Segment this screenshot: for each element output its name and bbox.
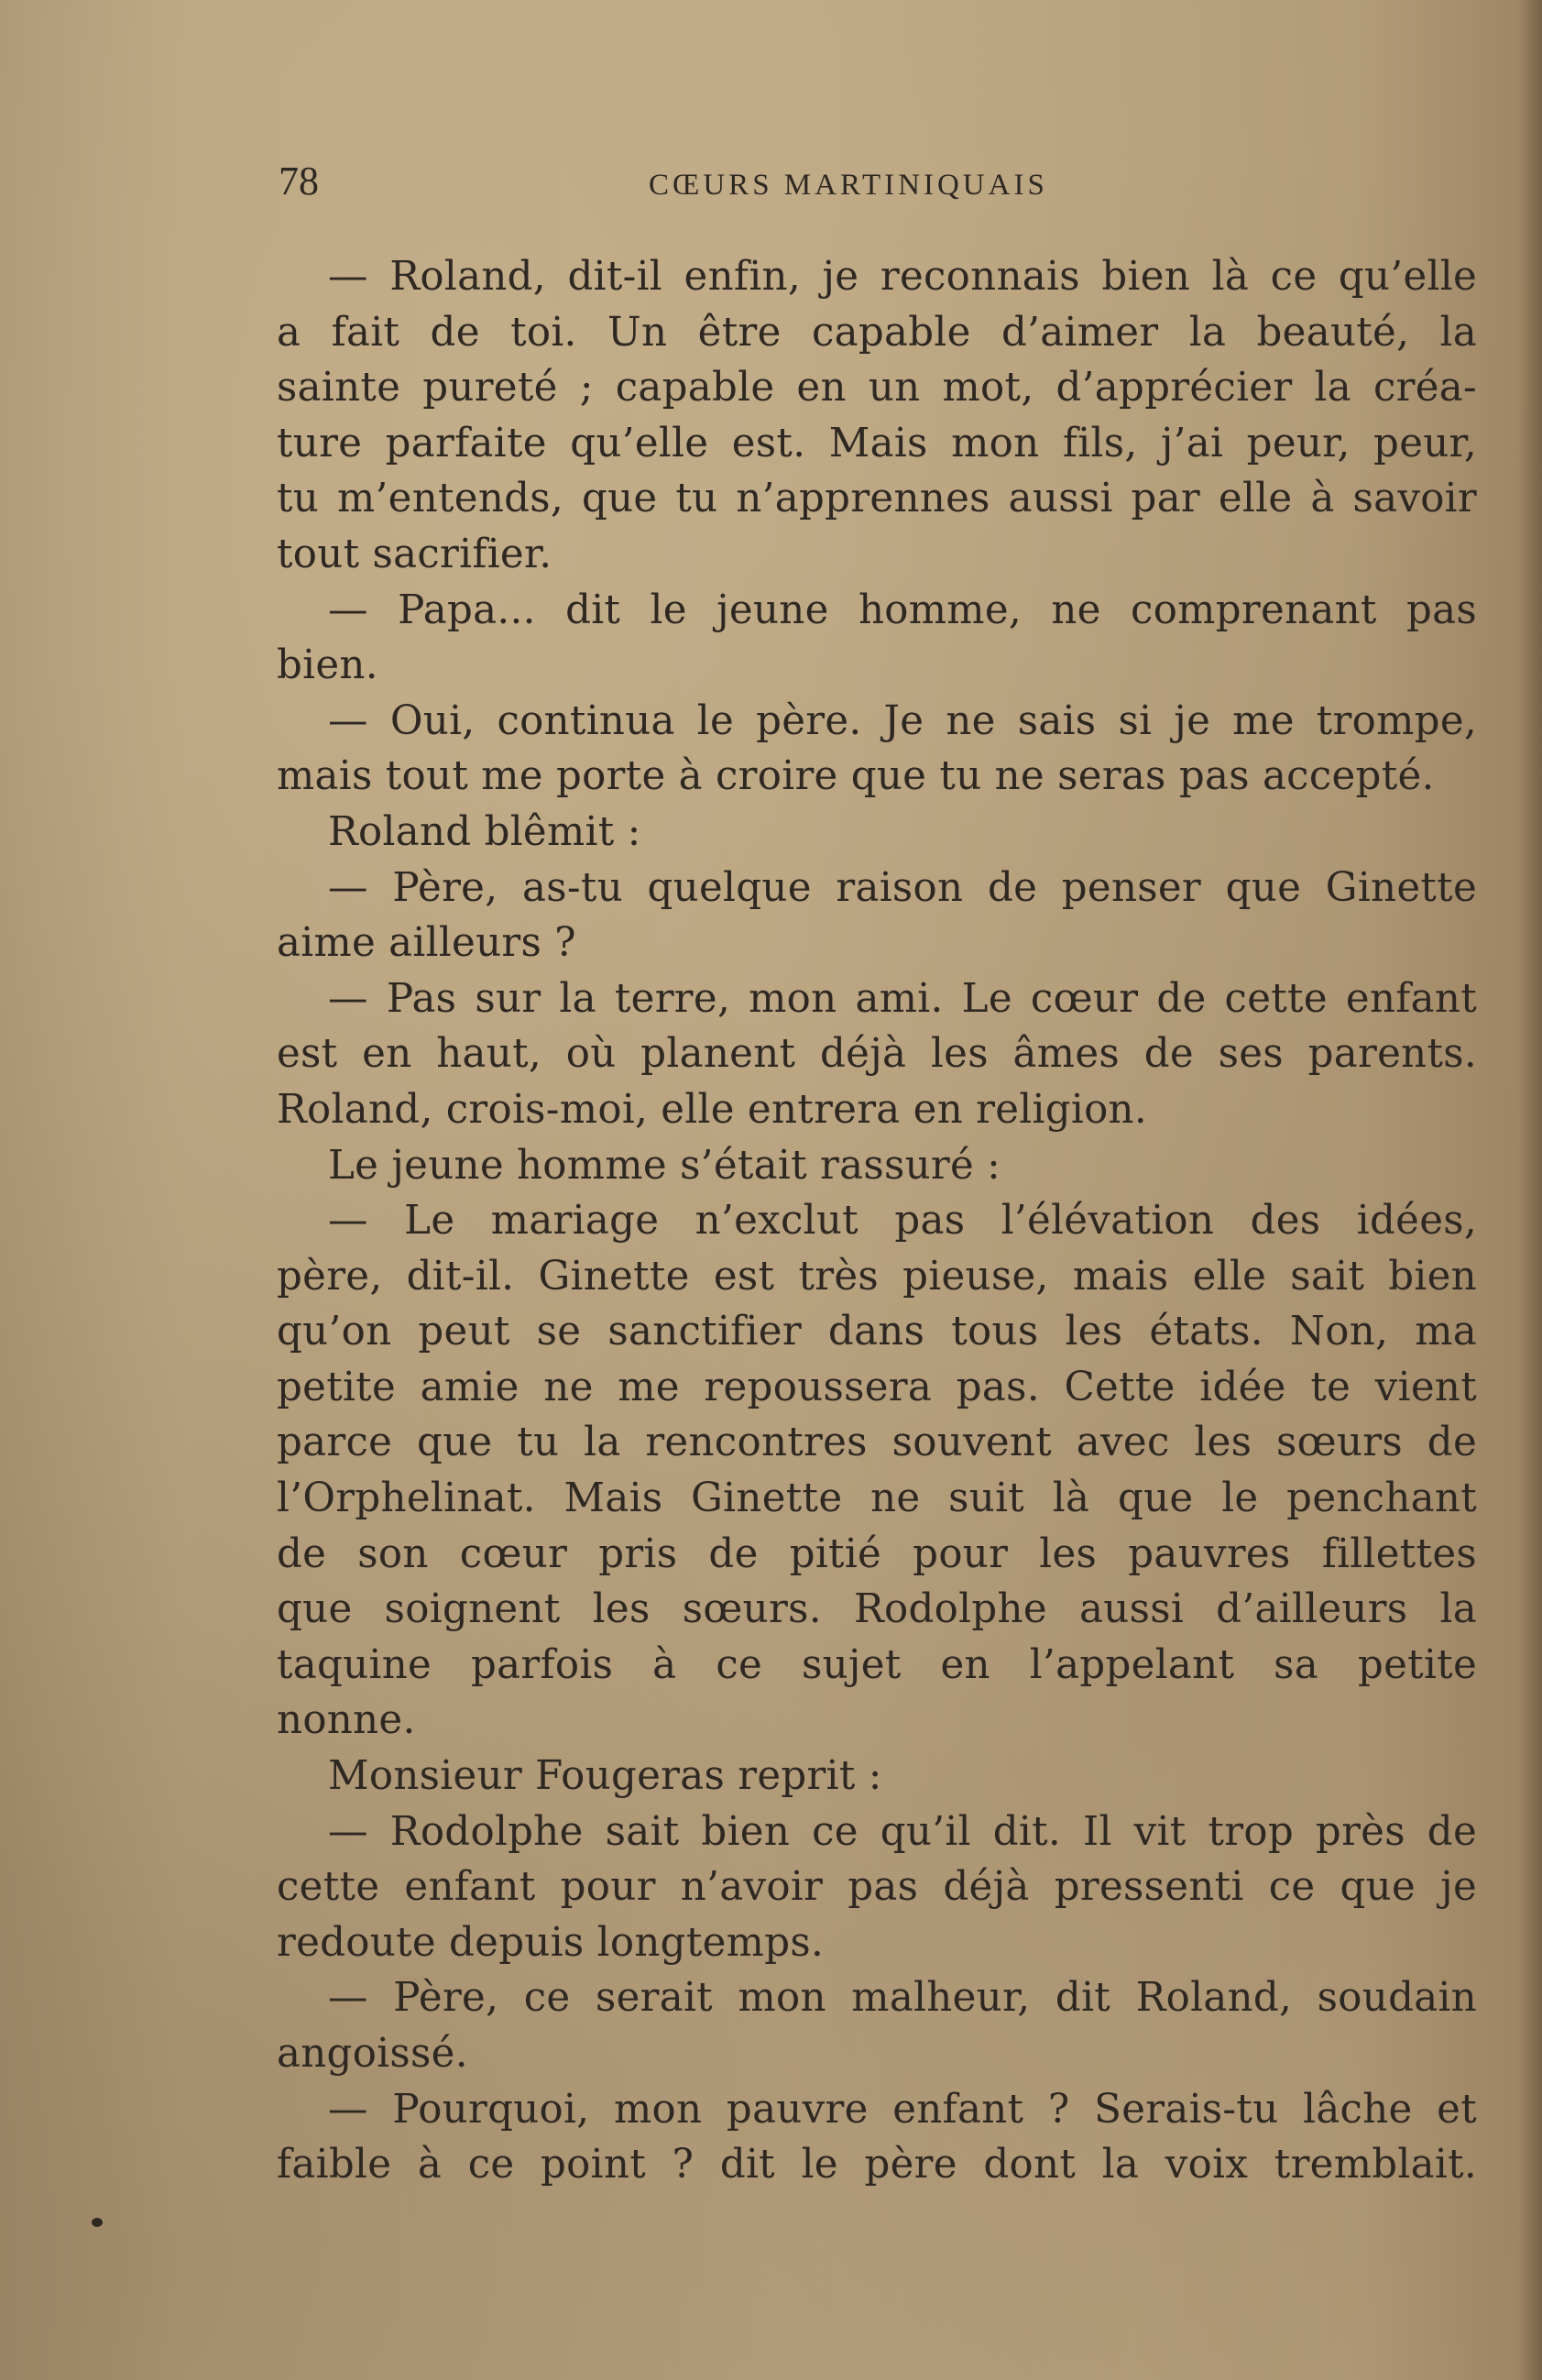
text-line: faible à ce point ? dit le père dont la voix tremblait. (277, 2142, 1477, 2188)
text-line: a fait de toi. Un être capable d’aimer la beauté, la (277, 309, 1477, 356)
page-number: 78 (279, 159, 319, 203)
text-line: l’Orphelinat. Mais Ginette ne suit là que le penchant (277, 1475, 1477, 1522)
text-line: Monsieur Fougeras reprit : (328, 1753, 882, 1800)
text-line: cette enfant pour n’avoir pas déjà pressenti ce que je (277, 1864, 1477, 1911)
text-line: angoissé. (277, 2031, 468, 2077)
text-line: nonne. (277, 1697, 416, 1744)
text-line: mais tout me porte à croire que tu ne seras pas accepté. (277, 753, 1435, 800)
body-text (277, 249, 1477, 2193)
page-edge-shadow (1518, 0, 1542, 2380)
text-line: — Père, as-tu quelque raison de penser que Ginette (328, 864, 1477, 911)
text-line: — Le mariage n’exclut pas l’élévation des idées, (328, 1198, 1477, 1245)
text-line: — Oui, continua le père. Je ne sais si je me trompe, (328, 697, 1477, 744)
text-line: de son cœur pris de pitié pour les pauvres fillettes (277, 1530, 1477, 1577)
text-line: est en haut, où planent déjà les âmes de ses parents. (277, 1031, 1477, 1078)
text-line: aime ailleurs ? (277, 920, 576, 967)
text-line: redoute depuis longtemps. (277, 1919, 825, 1966)
ink-speck (92, 2218, 103, 2227)
running-title: CŒURS MARTINIQUAIS (649, 169, 1048, 202)
text-line: tout sacrifier. (277, 531, 552, 577)
text-line: que soignent les sœurs. Rodolphe aussi d’ailleurs la (277, 1586, 1477, 1633)
text-line: sainte pureté ; capable en un mot, d’apprécier la créa- (277, 365, 1477, 411)
text-line: Roland, crois-moi, elle entrera en religion. (277, 1086, 1147, 1133)
text-line: taquine parfois à ce sujet en l’appelant sa petite (277, 1641, 1477, 1688)
text-line: qu’on peut se sanctifier dans tous les états. Non, ma (277, 1309, 1477, 1355)
text-line: ture parfaite qu’elle est. Mais mon fils, j’ai peur, peur, (277, 420, 1477, 466)
text-line: bien. (277, 642, 378, 689)
text-line: petite amie ne me repoussera pas. Cette idée te vient (277, 1364, 1477, 1410)
text-line: — Pourquoi, mon pauvre enfant ? Serais-tu lâche et (328, 2086, 1477, 2133)
text-line: Le jeune homme s’était rassuré : (328, 1142, 1001, 1189)
page-header (279, 154, 1484, 209)
text-line: — Père, ce serait mon malheur, dit Roland, soudain (328, 1975, 1477, 2022)
text-line: — Roland, dit-il enfin, je reconnais bien là ce qu’elle (328, 254, 1477, 300)
text-line: — Pas sur la terre, mon ami. Le cœur de cette enfant (328, 975, 1477, 1022)
text-line: tu m’entends, que tu n’apprennes aussi par elle à savoir (277, 476, 1477, 522)
text-line: parce que tu la rencontres souvent avec les sœurs de (277, 1420, 1477, 1466)
text-line: Roland blêmit : (328, 808, 641, 855)
text-line: père, dit-il. Ginette est très pieuse, mais elle sait bien (277, 1253, 1477, 1300)
text-line: — Papa... dit le jeune homme, ne comprenant pas (328, 587, 1477, 633)
text-line: — Rodolphe sait bien ce qu’il dit. Il vit trop près de (328, 1808, 1477, 1855)
